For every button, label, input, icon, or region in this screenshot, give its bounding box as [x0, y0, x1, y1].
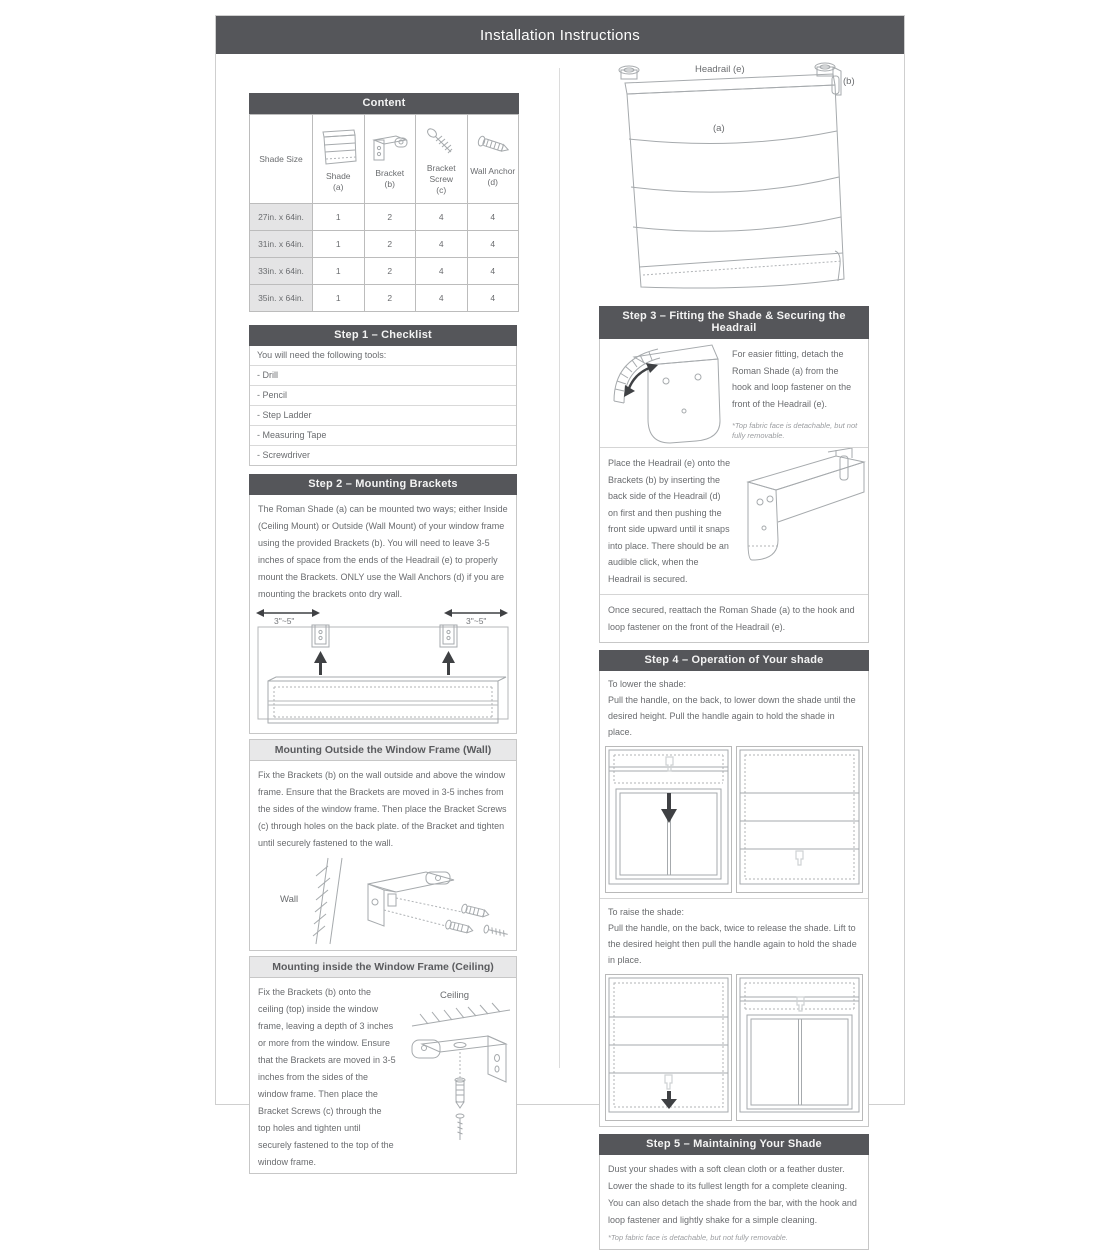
qty-cell: 4	[467, 258, 519, 285]
ceiling-mount-section	[249, 956, 517, 1174]
screw-icon	[423, 125, 459, 161]
size-cell: 35in. x 64in.	[250, 285, 313, 312]
shade-icon	[318, 127, 358, 169]
table-row	[250, 285, 519, 312]
right-column	[599, 61, 869, 1258]
step3-header: Step 3 – Fitting the Shade & Securing the Headrail	[599, 306, 869, 339]
col-name: Wall Anchor	[470, 166, 516, 176]
content-section	[249, 93, 517, 312]
step5-text: Dust your shades with a soft clean cloth or a feather duster. Lower the shade to its fullest length for a complete cleaning. You can also detach the shade from the bar, with the hook and loop fastener and lightly shake for a simple cleaning.	[608, 1164, 857, 1225]
content-col-screw	[416, 115, 468, 204]
shade-size-header: Shade Size	[250, 115, 313, 204]
ceiling-mount-diagram	[404, 982, 516, 1150]
wall-mount-diagram	[250, 854, 516, 950]
table-row	[250, 258, 519, 285]
bracket-label: (b)	[843, 76, 855, 87]
list-item: - Pencil	[250, 386, 516, 406]
content-col-label	[313, 171, 364, 193]
content-col-label	[365, 168, 416, 190]
step3-row-detach	[600, 339, 868, 447]
wall-mount-body	[249, 761, 517, 951]
content-table	[249, 114, 519, 312]
wall-mount-text: Fix the Brackets (b) on the wall outside and above the window frame. Ensure that the Brackets are moved in 3-5 inches from the sides of the window frame. Then place the Bracket Screws (c) through holes on the back plate. of the Bracket and tighten until securely fastened to the wall.	[258, 770, 507, 848]
col-tag: (b)	[384, 179, 395, 189]
col-tag: (a)	[333, 182, 344, 192]
content-col-shade	[313, 115, 365, 204]
step1-body	[249, 346, 517, 466]
ceiling-mount-body	[249, 978, 517, 1174]
checklist-intro: You will need the following tools:	[250, 346, 516, 366]
bracket-icon	[368, 130, 412, 166]
list-item: - Screwdriver	[257, 450, 311, 460]
step2-body	[249, 495, 517, 734]
headrail-label: Headrail (e)	[695, 64, 745, 75]
col-name: Shade	[325, 171, 351, 181]
size-cell: 27in. x 64in.	[250, 204, 313, 231]
wall-label: Wall	[280, 894, 299, 905]
page-title: Installation Instructions	[216, 16, 904, 54]
window-shade-lowered-arrow-diagram	[605, 974, 732, 1121]
qty-cell: 4	[416, 204, 468, 231]
qty-cell: 2	[364, 231, 416, 258]
qty-cell: 2	[364, 204, 416, 231]
lower-diagrams	[600, 742, 868, 899]
step1-header: Step 1 – Checklist	[249, 325, 517, 346]
anchor-icon	[473, 132, 513, 164]
step1-section	[249, 325, 517, 466]
qty-cell: 4	[467, 231, 519, 258]
step3-place-text: Place the Headrail (e) onto the Brackets (b) by inserting the back side of the Headrail (d) on first and then pushing the front side upward until it snaps into place. There should be an audible click, when the Headrail is secured.	[608, 458, 731, 584]
window-raised-art	[606, 747, 731, 887]
col-name: Bracket	[375, 168, 405, 178]
wall-mount-section	[249, 739, 517, 951]
size-cell: 33in. x 64in.	[250, 258, 313, 285]
ceiling-label: Ceiling	[440, 990, 470, 1001]
qty-cell: 4	[467, 285, 519, 312]
list-item: - Step Ladder	[250, 406, 516, 426]
bracket-spacing-diagram	[250, 605, 516, 733]
instruction-sheet	[215, 15, 905, 1242]
size-cell: 31in. x 64in.	[250, 231, 313, 258]
headrail-insert-art	[740, 448, 868, 576]
step3-secure-text: Once secured, reattach the Roman Shade (a) to the hook and loop fastener on the front of the Headrail (e).	[608, 605, 855, 632]
raise-diagrams	[600, 970, 868, 1126]
qty-cell: 2	[364, 285, 416, 312]
ceiling-mount-art	[404, 982, 516, 1148]
shade-overview-art	[599, 61, 869, 306]
step3-section	[599, 306, 869, 643]
window-shade-raised-arrow-diagram	[605, 746, 732, 893]
step3-detach-textblock	[724, 339, 868, 447]
col-name: Bracket Screw	[426, 162, 456, 184]
step5-note: *Top fabric face is detachable, but not fully removable.	[608, 1233, 788, 1242]
table-row	[250, 204, 519, 231]
list-item: - Measuring Tape	[250, 426, 516, 446]
window-raised-final-art	[737, 975, 862, 1115]
step5-section	[599, 1134, 869, 1250]
content-header: Content	[249, 93, 519, 114]
step5-body	[599, 1155, 869, 1250]
content-col-label	[416, 163, 467, 196]
step4-section	[599, 650, 869, 1127]
step3-detach-text: For easier fitting, detach the Roman Shade (a) from the hook and loop fastener on the front of the Headrail (e).	[732, 349, 852, 409]
qty-cell: 2	[364, 258, 416, 285]
qty-cell: 1	[313, 204, 365, 231]
content-col-label	[468, 166, 519, 188]
wall-mount-header: Mounting Outside the Window Frame (Wall)	[249, 739, 517, 761]
headrail-insert-diagram	[740, 448, 868, 576]
step3-row-secure	[600, 594, 868, 642]
qty-cell: 1	[313, 258, 365, 285]
qty-cell: 4	[467, 204, 519, 231]
list-item: - Drill	[250, 366, 516, 386]
qty-cell: 4	[416, 285, 468, 312]
lower-title: To lower the shade:	[608, 679, 687, 689]
qty-cell: 4	[416, 258, 468, 285]
qty-cell: 4	[416, 231, 468, 258]
lower-text: Pull the handle, on the back, to lower down the shade until the desired height. Pull the handle again to hold the shade in place.	[608, 695, 856, 737]
step2-section	[249, 474, 517, 734]
content-table-header-row	[250, 115, 519, 204]
qty-cell: 1	[313, 231, 365, 258]
window-lowered-arrow-art	[606, 975, 731, 1115]
window-shade-lowered-diagram	[736, 746, 863, 893]
step3-detach-note: *Top fabric face is detachable, but not fully removable.	[732, 421, 858, 440]
window-lowered-art	[737, 747, 862, 887]
shade-label: (a)	[713, 123, 725, 134]
ceiling-mount-text: Fix the Brackets (b) onto the ceiling (top) inside the window frame, leaving a depth of 3 inches or more from the window. Ensure that the Brackets are moved in 3-5 inches from the sides of the window frame. Then place the Bracket Screws (c) through the top holes and tighten until securely fastened to the top of the window frame.	[258, 987, 396, 1167]
raise-text: Pull the handle, on the back, twice to release the shade. Lift to the desired height then pull the handle again to hold the shade in place.	[608, 923, 857, 965]
ceiling-mount-header: Mounting inside the Window Frame (Ceiling)	[249, 956, 517, 978]
qty-cell: 1	[313, 285, 365, 312]
content-col-bracket	[364, 115, 416, 204]
col-tag: (c)	[436, 184, 447, 195]
content-col-anchor	[467, 115, 519, 204]
shade-overview-diagram	[599, 61, 869, 306]
left-column	[249, 93, 517, 1182]
table-row	[250, 231, 519, 258]
step3-row-place	[600, 447, 868, 594]
dimension-label-left: 3"~5"	[274, 616, 295, 626]
step4-body	[599, 671, 869, 1127]
step2-text: The Roman Shade (a) can be mounted two ways; either Inside (Ceiling Mount) or Outside (Wall Mount) of your window frame using the provided Brackets (b). You will need to leave 3-5 inches of space from the ends of the Headrail (e) to properly mount the Brackets. ONLY use the Wall Anchors (d) if you are mounting the brackets onto dry wall.	[258, 504, 508, 599]
headrail-corner-art	[600, 339, 724, 445]
step4-header: Step 4 – Operation of Your shade	[599, 650, 869, 671]
raise-title: To raise the shade:	[608, 907, 685, 917]
step5-header: Step 5 – Maintaining Your Shade	[599, 1134, 869, 1155]
window-shade-raised-diagram	[736, 974, 863, 1121]
column-divider	[559, 68, 560, 1068]
step2-header: Step 2 – Mounting Brackets	[249, 474, 517, 495]
headrail-corner-diagram	[600, 339, 724, 445]
dimension-label-right: 3"~5"	[466, 616, 487, 626]
step3-body	[599, 339, 869, 643]
col-tag: (d)	[487, 177, 498, 187]
